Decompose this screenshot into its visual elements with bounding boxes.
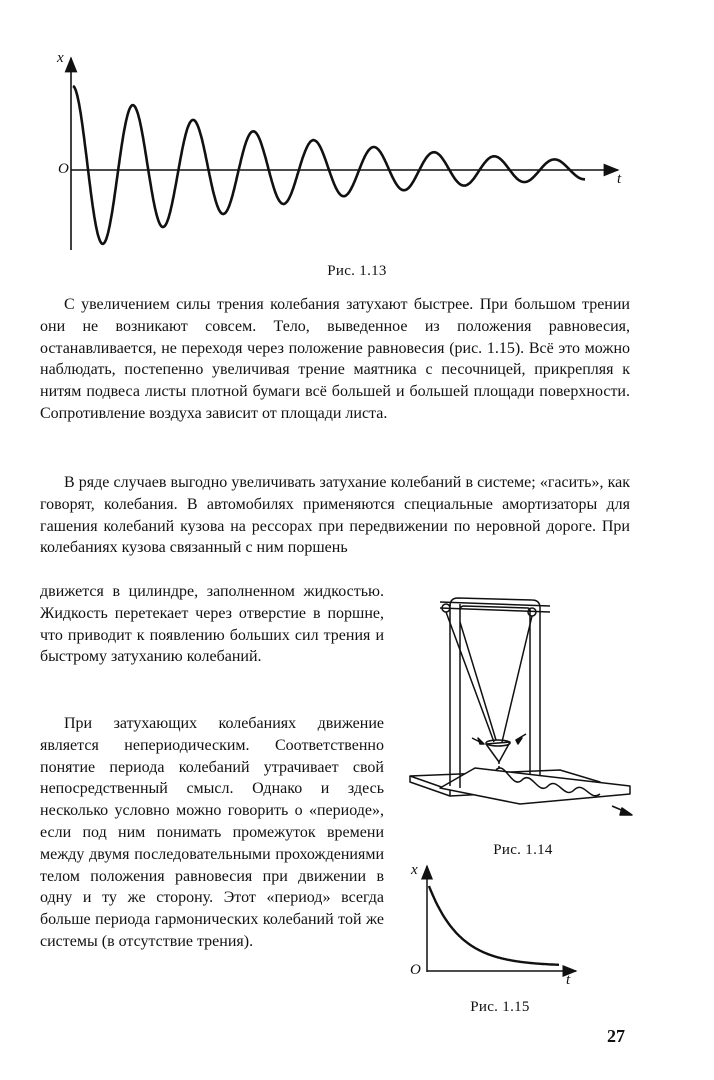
paragraph-2: В ряде случаев выгодно увеличивать затухание колебаний в системе; «гасить», как говорят, колебания. В автомобилях применяются специальные амортизаторы для гашения колебаний кузова на рессорах при передвижении по неровной дороге. При колебаниях кузова связанный с ним поршень [40, 474, 630, 557]
fig13-x-axis-label: x [57, 50, 64, 66]
fig13-graph [0, 0, 714, 270]
fig15-decay-curve [429, 886, 559, 965]
fig13-caption: Рис. 1.13 [327, 263, 387, 279]
fig15-origin-label: O [410, 962, 421, 978]
fig15-caption: Рис. 1.15 [470, 999, 530, 1015]
fig13-damped-curve [73, 86, 585, 244]
fig13-origin-label: O [58, 161, 69, 177]
fig15-t-axis-label: t [566, 972, 571, 988]
page-number: 27 [607, 1026, 625, 1046]
paragraph-3: При затухающих колебаниях движение является непериодическим. Соответственно понятие периода колебаний утрачивает свой непосредственный смысл. Однако и здесь несколько условно можно говорить о «периоде», если под ним понимать промежуток времени между двумя последовательными прохождениями телом положения равновесия при движении в одну и ту же сторону. Этот «период» всегда больше периода гармонических колебаний той же системы (в отсутствие трения). [40, 715, 384, 950]
paragraph-2-continued: движется в цилиндре, заполненном жидкостью. Жидкость перетекает через отверстие в поршне, что приводит к появлению больших сил трения и быстрому затуханию колебаний. [40, 583, 384, 666]
paragraph-1: С увеличением силы трения колебания затухают быстрее. При большом трении они не возникают совсем. Тело, выведенное из положения равновесия, останавливается, не переходя через положение равновесия (рис. 1.15). Всё это можно наблюдать, постепенно увеличивая трение маятника с песочницей, прикрепляя к нитям подвеса листы плотной бумаги всё большей и большей площади поверхности. Сопротивление воздуха зависит от площади листа. [40, 296, 630, 422]
fig14-caption: Рис. 1.14 [493, 842, 553, 858]
fig13-t-axis-label: t [617, 171, 622, 187]
fig15-x-axis-label: x [411, 862, 418, 878]
fig14-pendulum-drawing [400, 592, 640, 832]
